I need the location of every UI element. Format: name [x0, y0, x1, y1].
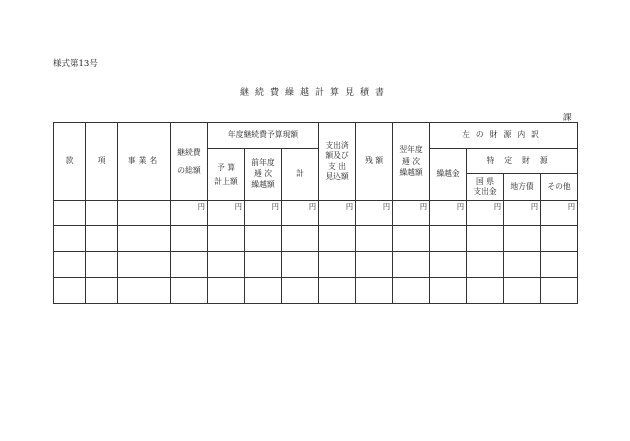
amount-cell[interactable] [356, 278, 393, 304]
unit-yen-label: 円 [467, 201, 504, 226]
table-cell[interactable] [54, 226, 86, 252]
table-row [54, 226, 578, 252]
document-title: 継続費繰越計算見積書 [239, 88, 390, 98]
form-number: 様式第13号 [53, 59, 98, 69]
amount-cell[interactable] [541, 226, 578, 252]
amount-cell[interactable] [430, 278, 467, 304]
amount-cell[interactable] [430, 226, 467, 252]
header-jigyo-mei: 事業名 [118, 123, 171, 201]
table-row [54, 278, 578, 304]
header-kei: 計 [282, 149, 319, 201]
amount-cell[interactable] [467, 252, 504, 278]
amount-cell[interactable] [541, 278, 578, 304]
table-cell[interactable] [118, 278, 171, 304]
unit-yen-label: 円 [282, 201, 319, 226]
header-yokunendo-teiji-kurikoshi: 翌年度 逓 次 繰越額 [393, 123, 430, 201]
table-body [54, 201, 578, 304]
amount-cell[interactable] [245, 278, 282, 304]
header-sonota: その他 [541, 174, 578, 201]
amount-cell[interactable] [171, 226, 208, 252]
amount-cell[interactable] [319, 252, 356, 278]
amount-cell[interactable] [541, 252, 578, 278]
unit-yen-label: 円 [319, 201, 356, 226]
header-hidari-zaigen-uchiwake: 左の財源内訳 [430, 123, 578, 149]
table-cell[interactable] [86, 201, 118, 226]
table-cell[interactable] [54, 201, 86, 226]
table-row [54, 201, 578, 226]
header-shishutsu-sumi: 支出済 額及び 支 出 見込額 [319, 123, 356, 201]
table-cell[interactable] [86, 226, 118, 252]
table-cell[interactable] [86, 278, 118, 304]
header-chihousai: 地方債 [504, 174, 541, 201]
unit-yen-label: 円 [430, 201, 467, 226]
amount-cell[interactable] [393, 226, 430, 252]
unit-yen-label: 円 [356, 201, 393, 226]
estimate-table [53, 122, 578, 304]
amount-cell[interactable] [319, 226, 356, 252]
amount-cell[interactable] [504, 226, 541, 252]
amount-cell[interactable] [467, 278, 504, 304]
amount-cell[interactable] [208, 226, 245, 252]
department-label: 課 [563, 113, 572, 123]
amount-cell[interactable] [393, 278, 430, 304]
amount-cell[interactable] [467, 226, 504, 252]
amount-cell[interactable] [504, 278, 541, 304]
amount-cell[interactable] [245, 226, 282, 252]
header-nendo-keizokuhi-yosan-gengaku: 年度継続費予算現額 [208, 123, 319, 149]
amount-cell[interactable] [504, 252, 541, 278]
unit-yen-label: 円 [504, 201, 541, 226]
table-cell[interactable] [118, 226, 171, 252]
table-cell[interactable] [54, 278, 86, 304]
amount-cell[interactable] [356, 226, 393, 252]
header-kokken-shishutsukin: 国 県 支出金 [467, 174, 504, 201]
amount-cell[interactable] [356, 252, 393, 278]
header-kurikoshikin: 繰越金 [430, 149, 467, 201]
amount-cell[interactable] [245, 252, 282, 278]
table-cell[interactable] [54, 252, 86, 278]
header-kou: 項 [86, 123, 118, 201]
header-kan: 款 [54, 123, 86, 201]
amount-cell[interactable] [282, 252, 319, 278]
header-zangaku: 残 額 [356, 123, 393, 201]
header-zennendo-teiji-kurikoshi: 前年度 逓 次 繰越額 [245, 149, 282, 201]
amount-cell[interactable] [208, 278, 245, 304]
amount-cell[interactable] [282, 226, 319, 252]
header-yosan-keijougaku: 予 算 計上額 [208, 149, 245, 201]
amount-cell[interactable] [430, 252, 467, 278]
unit-yen-label: 円 [245, 201, 282, 226]
unit-yen-label: 円 [541, 201, 578, 226]
amount-cell[interactable] [393, 252, 430, 278]
unit-yen-label: 円 [171, 201, 208, 226]
table-cell[interactable] [118, 252, 171, 278]
unit-yen-label: 円 [208, 201, 245, 226]
amount-cell[interactable] [171, 252, 208, 278]
header-tokutei-zaigen: 特定財源 [467, 149, 578, 174]
amount-cell[interactable] [319, 278, 356, 304]
table-cell[interactable] [86, 252, 118, 278]
table-cell[interactable] [118, 201, 171, 226]
header-keizokuhi-sougaku: 継続費 の総額 [171, 123, 208, 201]
unit-yen-label: 円 [393, 201, 430, 226]
amount-cell[interactable] [208, 252, 245, 278]
table-row [54, 252, 578, 278]
amount-cell[interactable] [282, 278, 319, 304]
amount-cell[interactable] [171, 278, 208, 304]
